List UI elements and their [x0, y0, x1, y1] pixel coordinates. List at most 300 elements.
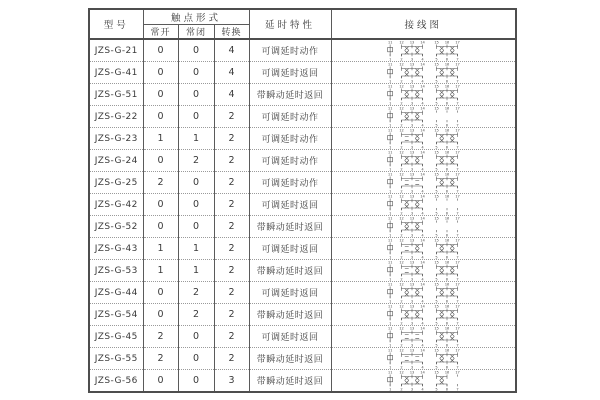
nc-count-cell: 0 [178, 106, 214, 128]
svg-text:17: 17 [455, 238, 461, 243]
svg-text:1: 1 [389, 255, 392, 259]
svg-text:15: 15 [434, 150, 440, 155]
svg-text:6: 6 [446, 255, 449, 259]
svg-text:5: 5 [435, 321, 438, 325]
nc-count-cell: 0 [178, 216, 214, 238]
co-count-cell: 2 [214, 106, 249, 128]
svg-text:16: 16 [445, 370, 450, 375]
svg-text:16: 16 [445, 40, 450, 45]
svg-text:5: 5 [435, 211, 438, 215]
wiring-diagram [381, 304, 471, 325]
table-row [89, 282, 516, 304]
svg-text:2: 2 [400, 299, 403, 303]
svg-text:7: 7 [456, 233, 459, 237]
svg-text:16: 16 [445, 304, 450, 309]
model-cell: JZS-G-56 [89, 370, 143, 393]
svg-text:15: 15 [434, 128, 440, 133]
svg-text:2: 2 [400, 145, 403, 149]
svg-text:15: 15 [434, 84, 440, 89]
co-count-cell: 4 [214, 84, 249, 106]
wiring-cell [331, 106, 516, 128]
svg-text:7: 7 [456, 57, 459, 61]
table-row [89, 84, 516, 106]
svg-text:14: 14 [420, 84, 426, 89]
svg-text:17: 17 [455, 282, 461, 287]
svg-text:2: 2 [400, 233, 403, 237]
svg-text:4: 4 [421, 211, 424, 215]
table-row [89, 260, 516, 282]
svg-text:14: 14 [420, 348, 426, 353]
no-count-cell: 0 [143, 150, 178, 172]
svg-text:15: 15 [434, 106, 440, 111]
svg-text:6: 6 [446, 101, 449, 105]
svg-text:1: 1 [389, 233, 392, 237]
wiring-cell [331, 260, 516, 282]
svg-text:17: 17 [455, 260, 461, 265]
svg-text:1: 1 [389, 123, 392, 127]
svg-text:3: 3 [411, 57, 414, 61]
model-cell: JZS-G-51 [89, 84, 143, 106]
svg-text:17: 17 [455, 62, 461, 67]
no-count-cell: 1 [143, 238, 178, 260]
no-count-cell: 2 [143, 172, 178, 194]
model-cell: JZS-G-41 [89, 62, 143, 84]
svg-text:14: 14 [420, 238, 426, 243]
col-header-model: 型号 [89, 9, 143, 39]
delay-cell: 可调延时动作 [249, 128, 331, 150]
wiring-cell [331, 194, 516, 216]
svg-text:14: 14 [420, 304, 426, 309]
svg-text:14: 14 [420, 326, 426, 331]
svg-text:17: 17 [455, 128, 461, 133]
svg-text:12: 12 [399, 128, 405, 133]
table-row [89, 62, 516, 84]
svg-text:16: 16 [445, 128, 450, 133]
model-cell: JZS-G-24 [89, 150, 143, 172]
wiring-diagram [381, 326, 471, 347]
svg-text:14: 14 [420, 370, 426, 375]
svg-text:11: 11 [388, 260, 393, 265]
co-count-cell: 4 [214, 62, 249, 84]
svg-text:16: 16 [445, 216, 450, 221]
svg-text:5: 5 [435, 343, 438, 347]
co-count-cell: 2 [214, 150, 249, 172]
col-header-normally-closed: 常闭 [178, 25, 214, 40]
svg-text:15: 15 [434, 172, 440, 177]
svg-text:2: 2 [400, 343, 403, 347]
svg-text:4: 4 [421, 321, 424, 325]
svg-text:11: 11 [388, 128, 393, 133]
co-count-cell: 2 [214, 348, 249, 370]
model-cell: JZS-G-54 [89, 304, 143, 326]
model-cell: JZS-G-45 [89, 326, 143, 348]
svg-text:13: 13 [410, 84, 415, 89]
nc-count-cell: 1 [178, 128, 214, 150]
svg-text:15: 15 [434, 216, 440, 221]
svg-text:6: 6 [446, 321, 449, 325]
delay-cell: 可调延时返回 [249, 194, 331, 216]
svg-text:5: 5 [435, 277, 438, 281]
svg-text:11: 11 [388, 370, 393, 375]
svg-text:17: 17 [455, 370, 461, 375]
svg-text:6: 6 [446, 233, 449, 237]
svg-text:4: 4 [421, 57, 424, 61]
svg-text:11: 11 [388, 106, 393, 111]
delay-cell: 可调延时返回 [249, 326, 331, 348]
col-header-changeover: 转换 [214, 25, 249, 40]
svg-text:16: 16 [445, 326, 450, 331]
svg-text:6: 6 [446, 189, 449, 193]
svg-text:16: 16 [445, 106, 450, 111]
delay-cell: 可调延时返回 [249, 62, 331, 84]
svg-text:12: 12 [399, 172, 405, 177]
wiring-cell [331, 216, 516, 238]
svg-text:15: 15 [434, 348, 440, 353]
wiring-cell [331, 150, 516, 172]
wiring-diagram [381, 150, 471, 171]
svg-text:4: 4 [421, 299, 424, 303]
co-count-cell: 2 [214, 304, 249, 326]
svg-text:14: 14 [420, 216, 426, 221]
wiring-cell [331, 62, 516, 84]
no-count-cell: 0 [143, 106, 178, 128]
svg-text:13: 13 [410, 216, 415, 221]
wiring-diagram [381, 62, 471, 83]
svg-text:13: 13 [410, 260, 415, 265]
svg-text:15: 15 [434, 194, 440, 199]
svg-text:13: 13 [410, 238, 415, 243]
svg-text:17: 17 [455, 216, 461, 221]
co-count-cell: 2 [214, 282, 249, 304]
svg-text:7: 7 [456, 145, 459, 149]
table-row [89, 194, 516, 216]
svg-text:4: 4 [421, 233, 424, 237]
svg-text:3: 3 [411, 299, 414, 303]
nc-count-cell: 0 [178, 84, 214, 106]
svg-text:1: 1 [389, 299, 392, 303]
no-count-cell: 0 [143, 370, 178, 393]
table-row [89, 304, 516, 326]
svg-text:15: 15 [434, 304, 440, 309]
svg-text:2: 2 [400, 57, 403, 61]
svg-text:12: 12 [399, 260, 405, 265]
co-count-cell: 2 [214, 172, 249, 194]
svg-text:3: 3 [411, 145, 414, 149]
svg-text:2: 2 [400, 167, 403, 171]
wiring-diagram [381, 260, 471, 281]
wiring-diagram [381, 128, 471, 149]
svg-text:12: 12 [399, 62, 405, 67]
svg-text:1: 1 [389, 167, 392, 171]
svg-text:3: 3 [411, 101, 414, 105]
wiring-cell [331, 128, 516, 150]
svg-text:6: 6 [446, 211, 449, 215]
svg-text:17: 17 [455, 172, 461, 177]
svg-text:17: 17 [455, 194, 461, 199]
svg-text:13: 13 [410, 150, 415, 155]
svg-text:7: 7 [456, 79, 459, 83]
svg-text:1: 1 [389, 145, 392, 149]
svg-text:1: 1 [389, 57, 392, 61]
col-header-contact-form: 触点形式 [143, 9, 249, 25]
svg-text:7: 7 [456, 167, 459, 171]
svg-text:12: 12 [399, 150, 405, 155]
table-row [89, 150, 516, 172]
svg-text:13: 13 [410, 128, 415, 133]
model-cell: JZS-G-25 [89, 172, 143, 194]
wiring-diagram [381, 172, 471, 193]
svg-text:5: 5 [435, 79, 438, 83]
svg-text:2: 2 [400, 277, 403, 281]
svg-text:15: 15 [434, 326, 440, 331]
table-row [89, 348, 516, 370]
no-count-cell: 0 [143, 62, 178, 84]
svg-text:5: 5 [435, 189, 438, 193]
delay-cell: 可调延时返回 [249, 238, 331, 260]
wiring-diagram [381, 282, 471, 303]
nc-count-cell: 0 [178, 194, 214, 216]
svg-text:12: 12 [399, 348, 405, 353]
svg-text:15: 15 [434, 40, 440, 45]
no-count-cell: 0 [143, 194, 178, 216]
svg-text:6: 6 [446, 145, 449, 149]
wiring-cell [331, 282, 516, 304]
delay-cell: 可调延时返回 [249, 282, 331, 304]
svg-text:14: 14 [420, 172, 426, 177]
svg-text:12: 12 [399, 40, 405, 45]
table-row [89, 326, 516, 348]
svg-text:12: 12 [399, 326, 405, 331]
wiring-cell [331, 84, 516, 106]
wiring-diagram [381, 106, 471, 127]
nc-count-cell: 0 [178, 348, 214, 370]
svg-text:13: 13 [410, 106, 415, 111]
svg-text:4: 4 [421, 277, 424, 281]
svg-text:14: 14 [420, 128, 426, 133]
svg-text:14: 14 [420, 62, 426, 67]
nc-count-cell: 0 [178, 62, 214, 84]
table-body [89, 39, 516, 392]
col-header-wiring: 接线图 [331, 9, 516, 39]
no-count-cell: 2 [143, 326, 178, 348]
no-count-cell: 2 [143, 348, 178, 370]
svg-text:11: 11 [388, 172, 393, 177]
svg-text:2: 2 [400, 123, 403, 127]
delay-cell: 带瞬动延时返回 [249, 260, 331, 282]
wiring-diagram [381, 370, 471, 391]
svg-text:15: 15 [434, 62, 440, 67]
no-count-cell: 0 [143, 216, 178, 238]
delay-cell: 可调延时动作 [249, 172, 331, 194]
svg-text:11: 11 [388, 348, 393, 353]
table-row [89, 172, 516, 194]
svg-text:4: 4 [421, 343, 424, 347]
svg-text:3: 3 [411, 167, 414, 171]
svg-text:13: 13 [410, 62, 415, 67]
svg-text:16: 16 [445, 260, 450, 265]
wiring-cell [331, 304, 516, 326]
svg-text:14: 14 [420, 194, 426, 199]
svg-text:7: 7 [456, 255, 459, 259]
svg-text:7: 7 [456, 101, 459, 105]
svg-text:11: 11 [388, 40, 393, 45]
table-row [89, 128, 516, 150]
svg-text:13: 13 [410, 194, 415, 199]
svg-text:4: 4 [421, 387, 424, 391]
svg-text:4: 4 [421, 145, 424, 149]
svg-text:13: 13 [410, 348, 415, 353]
delay-cell: 可调延时动作 [249, 106, 331, 128]
svg-text:15: 15 [434, 238, 440, 243]
svg-text:15: 15 [434, 260, 440, 265]
no-count-cell: 0 [143, 282, 178, 304]
svg-text:5: 5 [435, 123, 438, 127]
model-cell: JZS-G-43 [89, 238, 143, 260]
svg-text:15: 15 [434, 282, 440, 287]
svg-text:1: 1 [389, 79, 392, 83]
table-header [89, 9, 516, 39]
wiring-cell [331, 348, 516, 370]
no-count-cell: 1 [143, 128, 178, 150]
wiring-cell [331, 326, 516, 348]
svg-text:7: 7 [456, 321, 459, 325]
svg-text:6: 6 [446, 167, 449, 171]
svg-text:4: 4 [421, 255, 424, 259]
svg-text:14: 14 [420, 282, 426, 287]
svg-text:7: 7 [456, 387, 459, 391]
co-count-cell: 2 [214, 238, 249, 260]
model-cell: JZS-G-55 [89, 348, 143, 370]
svg-text:7: 7 [456, 189, 459, 193]
wiring-diagram [381, 238, 471, 259]
svg-text:11: 11 [388, 282, 393, 287]
delay-cell: 带瞬动延时返回 [249, 84, 331, 106]
nc-count-cell: 0 [178, 370, 214, 393]
svg-text:7: 7 [456, 343, 459, 347]
svg-text:5: 5 [435, 57, 438, 61]
delay-cell: 带瞬动延时返回 [249, 304, 331, 326]
svg-text:16: 16 [445, 282, 450, 287]
delay-cell: 带瞬动延时返回 [249, 216, 331, 238]
delay-cell: 带瞬动延时返回 [249, 370, 331, 393]
svg-text:11: 11 [388, 62, 393, 67]
table-row [89, 238, 516, 260]
svg-text:12: 12 [399, 194, 405, 199]
svg-text:6: 6 [446, 299, 449, 303]
nc-count-cell: 2 [178, 282, 214, 304]
svg-text:16: 16 [445, 62, 450, 67]
no-count-cell: 0 [143, 304, 178, 326]
svg-text:14: 14 [420, 150, 426, 155]
svg-text:17: 17 [455, 348, 461, 353]
col-header-normally-open: 常开 [143, 25, 178, 40]
svg-text:5: 5 [435, 145, 438, 149]
co-count-cell: 2 [214, 194, 249, 216]
svg-text:13: 13 [410, 40, 415, 45]
svg-text:16: 16 [445, 84, 450, 89]
wiring-diagram [381, 194, 471, 215]
svg-text:13: 13 [410, 282, 415, 287]
wiring-cell [331, 172, 516, 194]
svg-text:3: 3 [411, 79, 414, 83]
svg-text:3: 3 [411, 343, 414, 347]
svg-text:3: 3 [411, 189, 414, 193]
svg-text:6: 6 [446, 57, 449, 61]
svg-text:6: 6 [446, 79, 449, 83]
svg-text:11: 11 [388, 194, 393, 199]
model-cell: JZS-G-53 [89, 260, 143, 282]
svg-text:1: 1 [389, 387, 392, 391]
svg-text:12: 12 [399, 84, 405, 89]
svg-text:3: 3 [411, 123, 414, 127]
svg-text:7: 7 [456, 299, 459, 303]
svg-text:3: 3 [411, 277, 414, 281]
svg-text:7: 7 [456, 277, 459, 281]
nc-count-cell: 0 [178, 39, 214, 62]
co-count-cell: 2 [214, 326, 249, 348]
nc-count-cell: 2 [178, 150, 214, 172]
svg-text:13: 13 [410, 172, 415, 177]
svg-text:11: 11 [388, 150, 393, 155]
model-cell: JZS-G-44 [89, 282, 143, 304]
svg-text:1: 1 [389, 321, 392, 325]
wiring-cell [331, 370, 516, 393]
table-row [89, 216, 516, 238]
svg-text:11: 11 [388, 304, 393, 309]
svg-text:16: 16 [445, 194, 450, 199]
co-count-cell: 2 [214, 260, 249, 282]
svg-text:2: 2 [400, 387, 403, 391]
svg-text:2: 2 [400, 211, 403, 215]
wiring-diagram [381, 40, 471, 61]
svg-text:1: 1 [389, 277, 392, 281]
svg-text:4: 4 [421, 123, 424, 127]
svg-text:17: 17 [455, 304, 461, 309]
svg-text:5: 5 [435, 255, 438, 259]
relay-spec-table [88, 8, 517, 393]
svg-text:17: 17 [455, 150, 461, 155]
wiring-diagram [381, 84, 471, 105]
svg-text:11: 11 [388, 238, 393, 243]
svg-text:5: 5 [435, 167, 438, 171]
svg-text:6: 6 [446, 343, 449, 347]
svg-text:17: 17 [455, 40, 461, 45]
svg-text:14: 14 [420, 260, 426, 265]
svg-text:3: 3 [411, 365, 414, 369]
svg-text:3: 3 [411, 321, 414, 325]
svg-text:12: 12 [399, 282, 405, 287]
svg-text:7: 7 [456, 211, 459, 215]
svg-text:3: 3 [411, 387, 414, 391]
col-header-delay: 延时特性 [249, 9, 331, 39]
svg-text:4: 4 [421, 79, 424, 83]
svg-text:3: 3 [411, 255, 414, 259]
svg-text:13: 13 [410, 304, 415, 309]
nc-count-cell: 1 [178, 238, 214, 260]
svg-text:2: 2 [400, 79, 403, 83]
no-count-cell: 0 [143, 84, 178, 106]
model-cell: JZS-G-52 [89, 216, 143, 238]
svg-text:7: 7 [456, 123, 459, 127]
co-count-cell: 2 [214, 216, 249, 238]
svg-text:5: 5 [435, 299, 438, 303]
svg-text:15: 15 [434, 370, 440, 375]
svg-text:12: 12 [399, 304, 405, 309]
svg-text:1: 1 [389, 343, 392, 347]
no-count-cell: 1 [143, 260, 178, 282]
svg-text:17: 17 [455, 106, 461, 111]
svg-text:16: 16 [445, 150, 450, 155]
